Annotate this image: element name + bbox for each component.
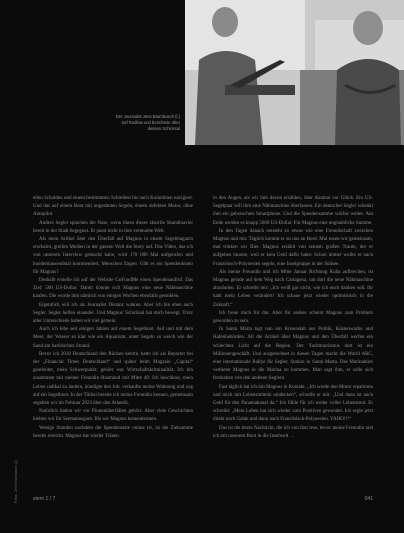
paragraph: Bevor ich 2018 Deutschland den Rücken kehrte, hatte ich als Reporter bei der „Financial Times Deutschland“ und später beim Magazin „Capital“ gearbeitet, mein Schwerpunkt: gehört war Wirtschaftskriminalität. Ich bin zusammen mit meiner Freundin Rosmund mit Mitte 40. Ich beschloss, mein Leben radikal zu ändern, kündigte den Job, verkaufte meine Wohnung und zog auf ein Segelboot. In der Türkei bereite ich meine Freundin kennen, gemeinsam segelten wir im Februar 2023 über den Atlantik. [33,351,193,407]
paragraph: Wenige Stunden nachdem die Spendenseite online ist, ist die Zielsumme bereits erreicht. Magnus hat wieder Tränen [33,425,193,439]
photo-illustration [185,0,404,145]
paragraph: Eigentlich will ich als Journalist Distanz wahren. Aber ich bin eben auch Segler. Segler helfen einander. Und Magnus' Schicksal hat mich bewegt. Trotz aller Unterschiede haben wir viel gemein. [33,302,193,325]
paragraph: ellen Schulden und einem bestimmten Schreiben bis nach Kolumbien navigiert. Und das auf einem Boot mit ungeahnten Segeln, einem defekten Motor, ohne Autopilot. [33,196,193,218]
paragraph: Ich freue mich für ihn. Aber für andere scheint Magnus zum Problem geworden zu sein. [213,310,373,325]
magazine-issue: stern 1 / 7 [33,496,56,502]
article-photo [185,0,404,145]
paragraph: Das ist die letzte Nachricht, die ich von ihm lese, bevor meine Freundin und ich mit unserem Boot in die Inselwelt → [213,425,373,439]
page-number: 041 [364,496,373,502]
paragraph: Als mein Artikel über den Überfall auf Magnus in einem Segelmagazin erscheint, greifen Medien in der ganzen Welt die Story auf. Das Video, das ich von unserem Interview gemacht habe, wird 170 000 Mal aufgerufen und hunderttausendmal kommentiert. Menschen fragen: Gibt es ein Spendenkonto für Magnus? [33,237,193,275]
paragraph: Andere Segler sprachen die Nase, wenn ihnen dieser skurrile Skandinavier bereit in der Stadt begegnet. Er passt nicht in ihre vermutete Welt. [33,220,193,234]
paragraph: Deshalb erstelle ich auf der Website GoFundMe einen Spendenaufruf. Das Ziel: 500 US-Dollar. Damit könnte sich Magnus eine neue Nähmaschine kaufen. Die wurde ihm nämlich von einigen Wochen ebenfalls gestohlen. [33,278,193,300]
paragraph: Auch ich lebe seit einigen Jahren auf einem Segelboot. Auf und mit dem Meer, der Wasser so klar wie ein Aquarium, unter Segeln so weich wie der Sand am karibischen Strand. [33,327,193,349]
photo-caption: Der Journalist Jens Brambusch (l.) traf Rodlow und berichtete über dessen Schicksal [115,114,180,131]
photo-credit: Fotos: Jens Brambusch (2) [14,460,18,504]
article-column-right [213,195,373,441]
paragraph: In den Tagen danach entsteht so etwas wie eine Freundschaft zwischen Magnus und mir. Täglich kommt er zu uns an Bord. Mal essen wir gemeinsam, mal trinken wir Bier. Magnus erzählt von seinem großen Traum, der er aufgeben musste, weil er kein Geld dafür hatte: Schon immer wollte er nach Französisch-Polynesien segeln, eine Inselgruppe in der Südsee. [213,228,373,267]
paragraph: In Santa Marta tagt nun ein Krisenstab aus Politik, Küstenwache und Hafenbehörden. All die Artikel über Magnus und den Überfall werfen ein schlechtes Licht auf die Region. Der Yachttourismus dort ist ein Millionengeschäft. Und ausgerechnet in diesen Tagen macht die World ARC, eine internationale Rallye für Segler, Station in Santa Marta. Das Marinabüro verbietet Magnus in die Marina zu kommen. Man sagt ihm, er solle sich fernhalten von den anderen Seglern. [213,327,373,382]
paragraph: Fast täglich hat ich mit Magnus in Kontakt. „Ich werde den Motor reparieren und mich mit Lebensmitteln eindecken“, schreibt er mir. „Und dann ist auch Geld für den Panamakanal da.“ Ich fühle für ich weder voller Lebensmut. Er schreibt: „Mein Leben hat sich wieder zum Positiven gewendet. Ich segle jetzt direkt nach Galán und dann nach Französisch-Polynesien. YAHO!!!“ [213,384,373,423]
paragraph: in den Augen, als wir ihm davon erzählen, über diesmal vor Glück. Ein US-Segelpaar will ihm eine Nähmaschine überlassen. Ein deutscher Segler schenkt ihm ein gebrauchtes Smartphone. Und die Spendensumme wächst weiter. Am Ende werden es knapp 5000 US-Dollar. Für Magnus eine unglaubliche Summe. [213,196,373,226]
paragraph: Natürlich hatten wir vor Piratenüberfällen gehört. Aber viele Geschichten hielten wir für Seemannsgarn. Bis wir Magnus kennenlernten. [33,409,193,423]
paragraph: Als meine Freundin und ich Mitte Januar Richtung Kuba aufbrechen, ist Magnus gerade auf dem Weg nach Cartagena, um dort die neue Nähmaschine abzuholen. Er schreibt mir: „Ich weiß gar nicht, wie ich euch danken soll. Ihr habt mein Leben verändert! Ich schaue jetzt wieder optimistisch in die Zukunft.“ [213,269,373,308]
article-column-left [33,195,193,441]
